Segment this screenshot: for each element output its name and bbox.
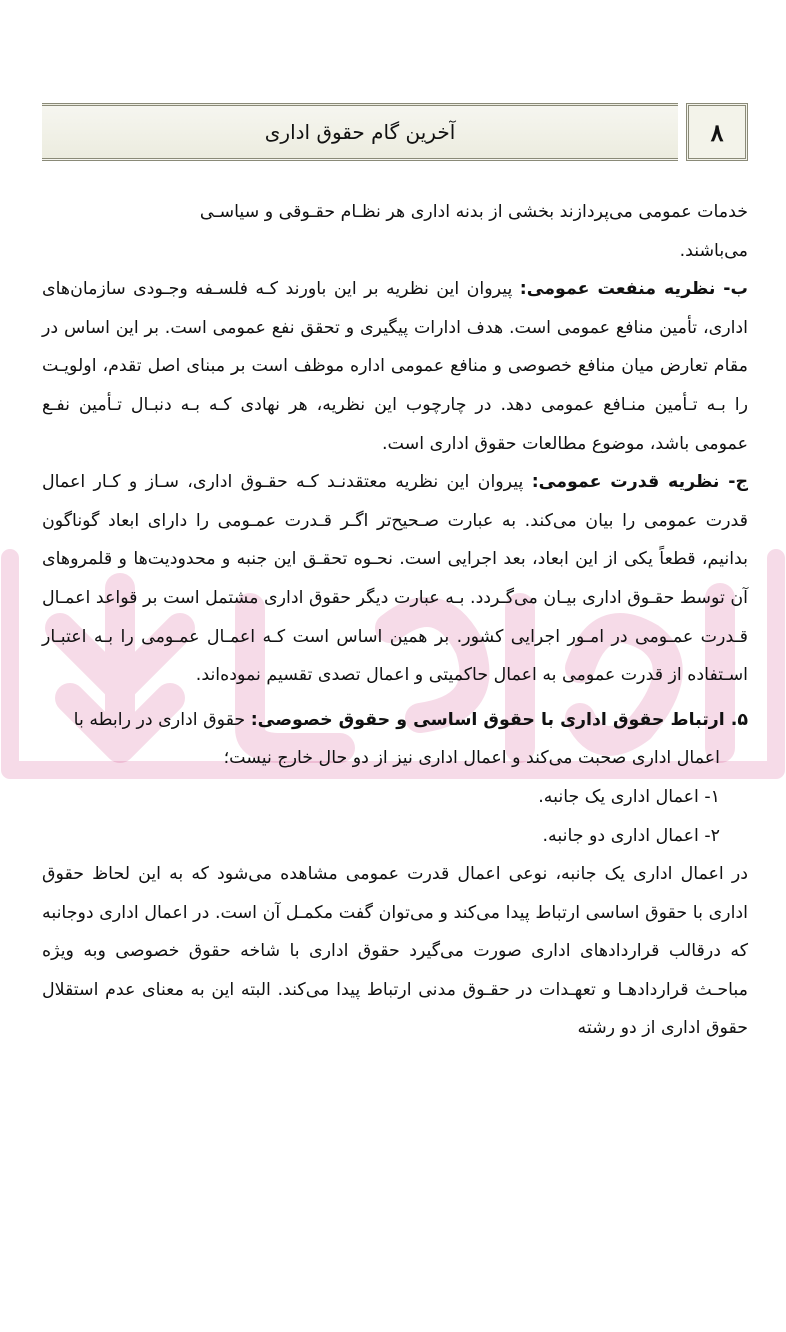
theory-c-heading: ج- نظریه قدرت عمومی: [531,472,748,493]
text-line: می‌باشند. [679,240,748,261]
section-5-heading: ۵. ارتباط حقوق اداری با حقوق اساسی و حقوق خصوصی: [250,709,748,730]
list-item: ۲- اعمال اداری دو جانبه. [542,825,720,846]
text-line: خدمات عمومی می‌پردازند بخشی از بدنه اداری هر نظـام حقـوقی و سیاسـی [199,202,748,222]
paragraph-theory-b [42,270,748,463]
paragraph-theory-c [42,463,748,695]
theory-b-text: پیروان این نظریه بر این باورند کـه فلسـفه وجـودی سازمان‌های اداری، تأمین منافع عمومی است. هدف ادارات پیگیری و تحقق نفع عمومی است. بر این اساس در مقام تعارض میان منافع خصوصی و منافع عمومی اداره موظف است بر مبنای اصل تقدم، اولویـت را بـه تـأمین منـافع عمومی دهد. در چارچوب این نظریه، هر نهادی کـه بـه دنبـال تـأمین نفـع عمومی باشد، موضوع مطالعات حقوق اداری است. [42,279,748,454]
section-5-heading-paragraph [42,701,748,740]
theory-b-heading: ب- نظریه منفعت عمومی: [519,279,748,300]
list-item: ۱- اعمال اداری یک جانبه. [538,786,720,807]
page-number: ۸ [686,103,748,161]
paragraph-final: در اعمال اداری یک جانبه، نوعی اعمال قدرت عمومی مشاهده می‌شود که به این لحاظ حقوق اداری با حقوق اساسی ارتباط پیدا می‌کند و می‌توان گفت مکمـل آن است. در اعمال اداری دوجانبه که درقالب قراردادهای اداری صورت می‌گیرد حقوق اداری با شاخه حقوق خصوصی وبه ویژه مباحـث قراردادهـا و تعهـدات در حقـوق مدنی ارتباط پیدا می‌کند. البته این به معنای عدم استقلال حقوق اداری از دو رشته [42,864,748,1039]
running-header [42,103,678,161]
section-5-text: حقوق اداری در رابطه با [73,709,251,730]
section-5-continuation: اعمال اداری صحبت می‌کند و اعمال اداری نیز از دو حال خارج نیست؛ [223,748,720,769]
page-body [42,193,748,1048]
theory-c-text: پیروان این نظریه معتقدنـد کـه حقـوق اداری، سـاز و کـار اعمال قدرت عمومی را بیان می‌کند. به عبارت صـحیح‌تر اگـر قـدرت عمـومی را دارای ابعاد گوناگون بدانیم، قطعاً یکی از این ابعاد، بعد اجرایی است. نحـوه تحقـق این جنبه و محدودیت‌ها و قلمروهای آن توسط حقـوق اداری بیـان می‌گـردد. بـه عبارت دیگر حقوق اداری مشتمل است بر قواعد اعمـال قـدرت عمـومی در امـور اجرایی کشور. بر همین اساس است کـه اعمـال عمـومی را بـه اعتبـار اسـتفاده از قدرت عمومی به اعمال حاکمیتی و اعمال تصدی تقسیم نموده‌اند. [42,472,748,686]
paragraph-continuation [42,193,748,270]
header-title: آخرین گام حقوق اداری [264,120,456,144]
